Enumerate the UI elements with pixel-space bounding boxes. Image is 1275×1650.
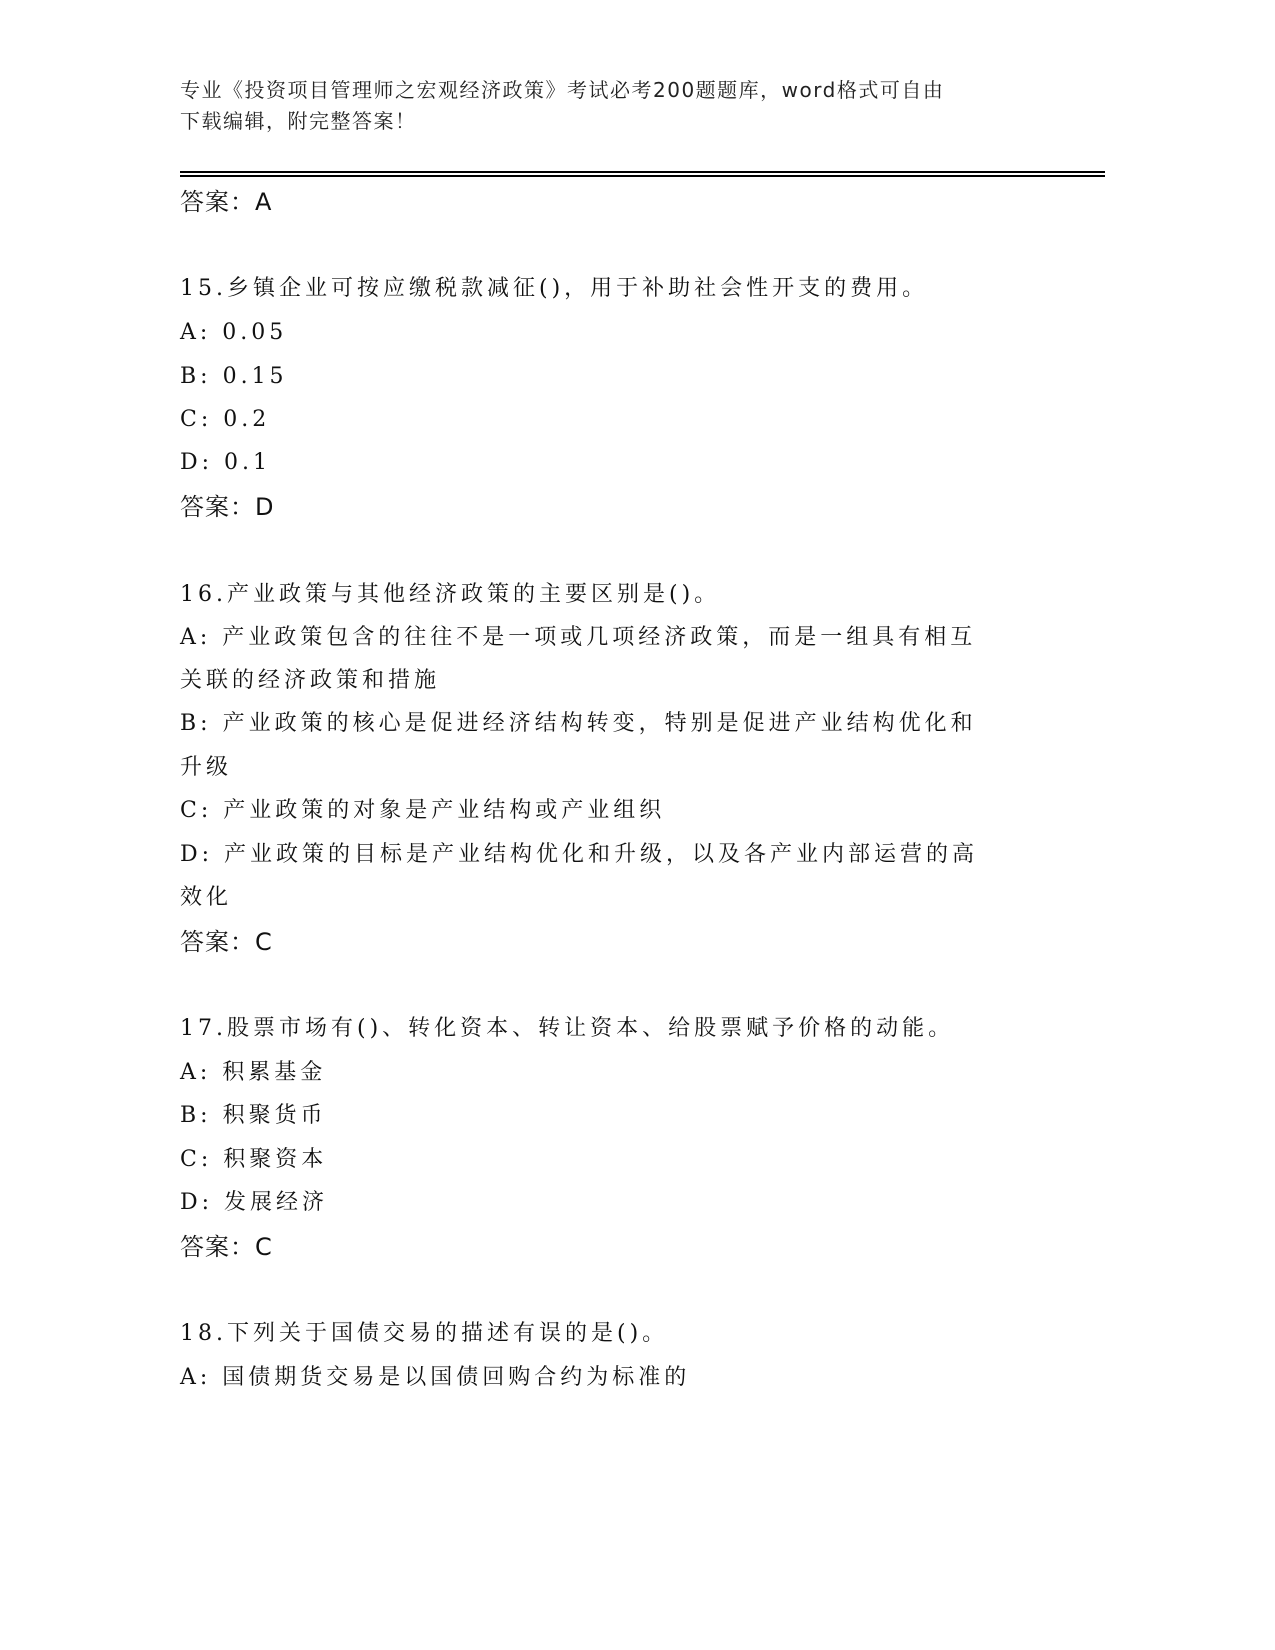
header-divider-bottom (180, 175, 1105, 177)
option-text: D: 发展经济 (180, 1190, 329, 1215)
question-text: 15.乡镇企业可按应缴税款减征()，用于补助社会性开支的费用。 (180, 276, 929, 301)
option-text: B: 产业政策的核心是促进经济结构转变，特别是促进产业结构优化和 (180, 711, 977, 736)
document-header-line-2: 下载编辑，附完整答案！ (180, 109, 417, 133)
answer-line: 答案：C (180, 928, 273, 956)
document-header-line-1: 专业《投资项目管理师之宏观经济政策》考试必考200题题库，word格式可自由 (180, 78, 945, 102)
option-text: A: 积累基金 (180, 1060, 327, 1085)
option-text: B: 0.15 (180, 364, 288, 389)
option-text: C: 0.2 (180, 407, 271, 432)
option-text: C: 积聚资本 (180, 1147, 328, 1172)
option-text: B: 积聚货币 (180, 1103, 327, 1128)
option-text: A: 国债期货交易是以国债回购合约为标准的 (180, 1365, 691, 1390)
option-text: C: 产业政策的对象是产业结构或产业组织 (180, 798, 666, 823)
option-text: D: 产业政策的目标是产业结构优化和升级，以及各产业内部运营的高 (180, 842, 979, 867)
option-text: 关联的经济政策和措施 (180, 668, 441, 693)
answer-line: 答案：C (180, 1233, 273, 1261)
question-text: 16.产业政策与其他经济政策的主要区别是()。 (180, 582, 721, 607)
option-text: 效化 (180, 885, 233, 910)
answer-line: 答案：D (180, 493, 275, 521)
question-text: 17.股票市场有()、转化资本、转让资本、给股票赋予价格的动能。 (180, 1016, 955, 1041)
option-text: A: 0.05 (180, 320, 288, 345)
question-text: 18.下列关于国债交易的描述有误的是()。 (180, 1321, 669, 1346)
answer-line: 答案：A (180, 188, 273, 216)
option-text: 升级 (180, 755, 233, 780)
option-text: A: 产业政策包含的往往不是一项或几项经济政策，而是一组具有相互 (180, 625, 977, 650)
option-text: D: 0.1 (180, 450, 272, 475)
header-divider-top (180, 171, 1105, 173)
